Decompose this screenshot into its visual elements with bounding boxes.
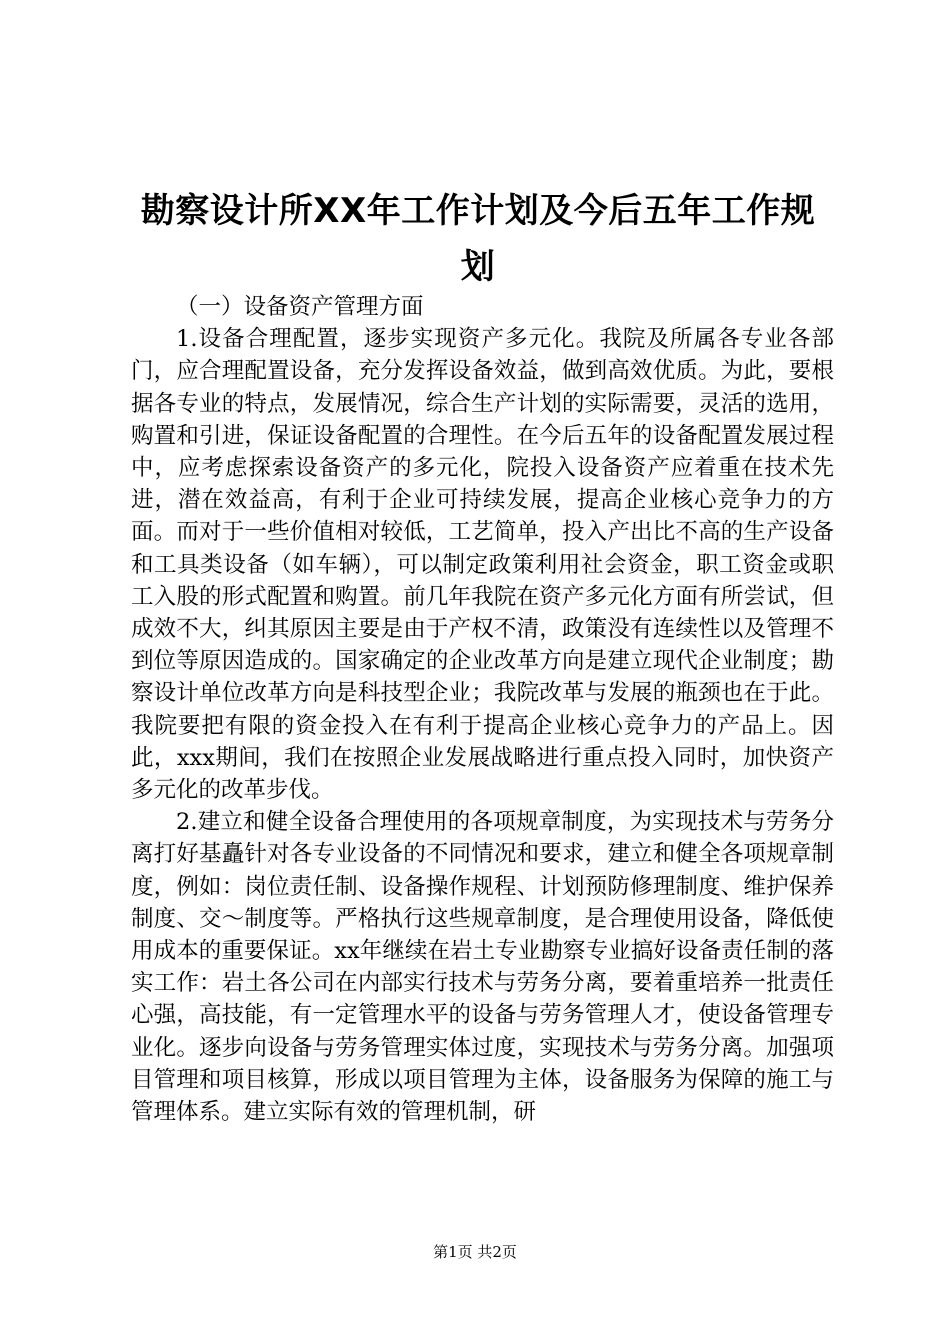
section-heading: （一）设备资产管理方面 <box>176 294 424 320</box>
document-body <box>131 291 834 1128</box>
page-number-footer: 第1页 共2页 <box>433 1243 517 1261</box>
document-title: 勘察设计所XX年工作计划及今后五年工作规划 <box>140 191 816 287</box>
paragraph-2: 2.建立和健全设备合理使用的各项规章制度，为实现技术与劳务分离打好基矗针对各专业设备的不同情况和要求，建立和健全各项规章制度，例如：岗位责任制、设备操作规程、计划预防修理制度、维护保养制度、交～制度等。严格执行这些规章制度，是合理使用设备，降低使用成本的重要保证。xx年继续在岩土专业勘察专业搞好设备责任制的落实工作：岩土各公司在内部实行技术与劳务分离，要着重培养一批责任心强，高技能，有一定管理水平的设备与劳务管理人才，使设备管理专业化。逐步向设备与劳务管理实体过度，实现技术与劳务分离。加强项目管理和项目核算，形成以项目管理为主体，设备服务为保障的施工与管理体系。建立实际有效的管理机制，研 <box>131 809 834 1126</box>
paragraph-1: 1.设备合理配置，逐步实现资产多元化。我院及所属各专业各部门，应合理配置设备，充分发挥设备效益，做到高效优质。为此，要根据各专业的特点，发展情况，综合生产计划的实际需要，灵活的选用，购置和引进，保证设备配置的合理性。在今后五年的设备配置发展过程中，应考虑探索设备资产的多元化，院投入设备资产应着重在技术先进，潜在效益高，有利于企业可持续发展，提高企业核心竞争力的方面。而对于一些价值相对较低，工艺简单，投入产出比不高的生产设备和工具类设备（如车辆），可以制定政策利用社会资金，职工资金或职工入股的形式配置和购置。前几年我院在资产多元化方面有所尝试，但成效不大，纠其原因主要是由于产权不清，政策没有连续性以及管理不到位等原因造成的。国家确定的企业改革方向是建立现代企业制度；勘察设计单位改革方向是科技型企业；我院改革与发展的瓶颈也在于此。我院要把有限的资金投入在有利于提高企业核心竞争力的产品上。因此，xxx期间，我们在按照企业发展战略进行重点投入同时，加快资产多元化的改革步伐。 <box>131 326 834 804</box>
